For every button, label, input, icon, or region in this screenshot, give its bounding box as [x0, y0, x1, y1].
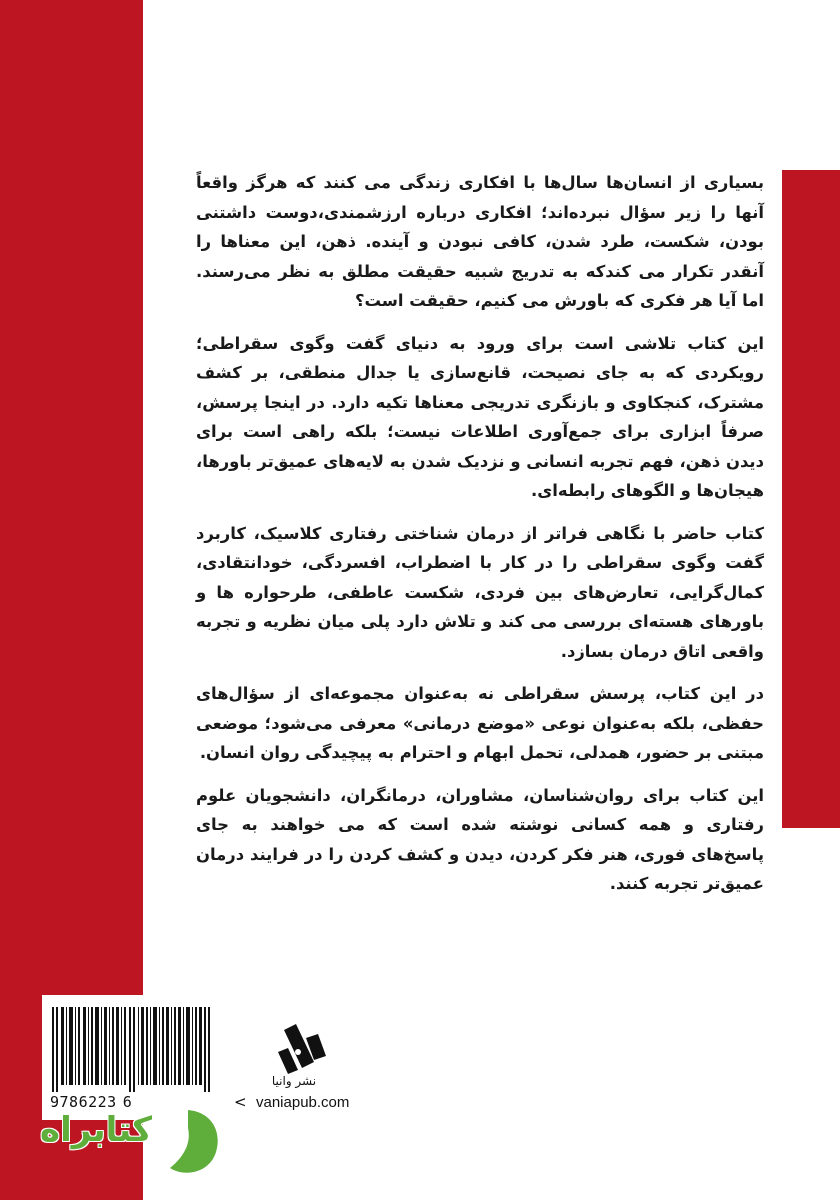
right-red-block — [782, 170, 840, 828]
paragraph-3: کتاب حاضر با نگاهی فراتر از درمان شناختی رفتاری کلاسیک، کاربرد گفت وگوی سقراطی را در کار با اضطراب، افسردگی، خودانتقادی، کمال‌گرایی، تعارض‌های بین فردی، شکست عاطفی، طرحواره ها و باورهای هسته‌ای بررسی می کند و تلاش دارد پلی میان نظریه و تجربه واقعی اتاق درمان بسازد. — [196, 523, 764, 661]
paragraph-5: این کتاب برای روان‌شناسان، مشاوران، درمانگران، دانشجویان علوم رفتاری و همه کسانی نوشته شده است که می خواهند به جای پاسخ‌های فوری، هنر فکر کردن، دیدن و کشف کردن را در فرایند درمان عمیق‌تر تجربه کنند. — [196, 785, 764, 893]
isbn-visible: 9786223 — [50, 1093, 117, 1111]
publisher-url: vaniapub.com — [256, 1094, 350, 1111]
back-cover-text — [196, 168, 764, 912]
isbn-suffix: 6 — [122, 1093, 133, 1111]
watermark-text: کتابراه — [40, 1110, 153, 1150]
publisher-name: نشر وانیا — [271, 1074, 317, 1088]
paragraph-2: این کتاب تلاشی است برای ورود به دنیای گفت وگوی سقراطی؛ رویکردی که به جای نصیحت، قانع‌سازی یا جدال منطقی، بر کشف مشترک، کنجکاوی و بازنگری تدریجی معناها تکیه دارد. در اینجا پرسش، صرفاً ابزاری برای جمع‌آوری اطلاعات نیست؛ بلکه راهی است برای دیدن ذهن، فهم تجربه انسانی و نزدیک شدن به لایه‌های عمیق‌تر باورها، هیجان‌ها و الگوهای رابطه‌ای. — [196, 333, 764, 500]
paragraph-4: در این کتاب، پرسش سقراطی نه به‌عنوان مجموعه‌ای از سؤال‌های حفظی، بلکه به‌عنوان نوعی «موضع درمانی» معرفی می‌شود؛ موضعی مبتنی بر حضور، همدلی، تحمل ابهام و احترام به پیچیدگی روان انسان. — [196, 684, 764, 762]
quiet-zone-mark: < — [234, 1093, 247, 1111]
paragraph-1: بسیاری از انسان‌ها سال‌ها با افکاری زندگی می کنند که هرگز واقعاً آنها را زیر سؤال نبرده‌اند؛ افکاری درباره ارزشمندی،دوست داشتنی بودن، شکست، طرد شدن، کافی نبودن و آینده. ذهن، این معناها را آنقدر تکرار می کندکه به تدریج شبیه حقیقت مطلق به نظر می‌رسند. اما آیا هر فکری که باورش می کنیم، حقیقت است؟ — [196, 173, 764, 310]
barcode-icon — [52, 1007, 227, 1092]
